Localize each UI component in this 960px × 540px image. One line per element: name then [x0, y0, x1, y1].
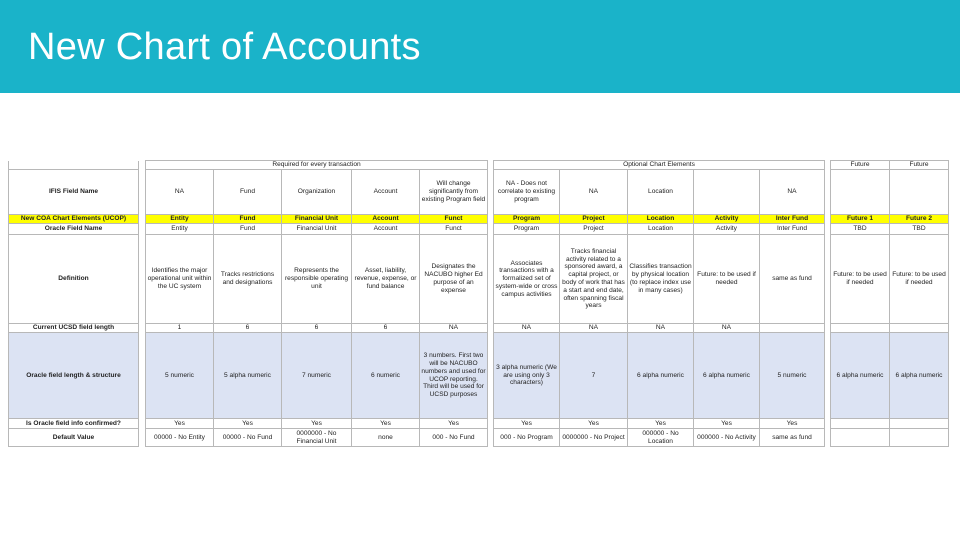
table-cell: 000 - No Fund [420, 429, 488, 447]
table-cell: Tracks financial activity related to a sponsored award, a capital project, or body of work that has a start and end date, often spanning fiscal years [560, 235, 628, 324]
table-cell: 0000000 - No Financial Unit [282, 429, 352, 447]
table-cell: NA [694, 324, 760, 333]
row-label: Oracle field length & structure [9, 333, 139, 419]
table-cell: Program [494, 215, 560, 224]
table-cell: Classifies transaction by physical location (to replace index use in many cases) [628, 235, 694, 324]
table-cell: Project [560, 215, 628, 224]
table-cell [831, 170, 890, 215]
future-group-header: Future [831, 161, 890, 170]
table-cell: Fund [214, 170, 282, 215]
table-cell: Inter Fund [760, 224, 825, 235]
table-cell: Future: to be used if needed [831, 235, 890, 324]
table-cell: Future 2 [890, 215, 949, 224]
future-group-header: Future [890, 161, 949, 170]
table-cell [831, 324, 890, 333]
table-cell: 5 numeric [146, 333, 214, 419]
table-cell: Fund [214, 215, 282, 224]
table-cell: Associates transactions with a formalized set of system-wide or cross campus activities [494, 235, 560, 324]
table-cell: Funct [420, 224, 488, 235]
table-cell: Yes [760, 419, 825, 429]
table-cell: NA [420, 324, 488, 333]
table-cell: 00000 - No Fund [214, 429, 282, 447]
row-label: Default Value [9, 429, 139, 447]
table-cell: Activity [694, 215, 760, 224]
row-label: IFIS Field Name [9, 170, 139, 215]
table-cell [890, 170, 949, 215]
optional-group-header: Optional Chart Elements [494, 161, 825, 170]
table-cell: 00000 - No Entity [146, 429, 214, 447]
row-label: Current UCSD field length [9, 324, 139, 333]
table-cell: Financial Unit [282, 215, 352, 224]
table-row [9, 235, 949, 324]
table-cell: 3 numbers. First two will be NACUBO numbers and used for UCOP reporting. Third will be used for UCSD purposes [420, 333, 488, 419]
table-cell: NA [628, 324, 694, 333]
table-row [9, 324, 949, 333]
table-cell: 5 numeric [760, 333, 825, 419]
table-cell [694, 170, 760, 215]
table-cell: 3 alpha numeric (We are using only 3 characters) [494, 333, 560, 419]
table-cell: Tracks restrictions and designations [214, 235, 282, 324]
table-cell: 7 numeric [282, 333, 352, 419]
row-label: Definition [9, 235, 139, 324]
row-label: Is Oracle field info confirmed? [9, 419, 139, 429]
table-cell: 6 numeric [352, 333, 420, 419]
table-cell: NA [560, 324, 628, 333]
table-cell: 6 [214, 324, 282, 333]
table-cell: NA [560, 170, 628, 215]
required-group-header: Required for every transaction [146, 161, 488, 170]
table-cell: Yes [494, 419, 560, 429]
table-cell [890, 429, 949, 447]
table-cell: Location [628, 215, 694, 224]
table-cell: Future 1 [831, 215, 890, 224]
table-cell [831, 429, 890, 447]
table-cell: none [352, 429, 420, 447]
table-cell: Yes [694, 419, 760, 429]
chart-of-accounts-table [8, 160, 949, 447]
table-cell: Activity [694, 224, 760, 235]
table-cell: Organization [282, 170, 352, 215]
table-cell: TBD [831, 224, 890, 235]
row-label: Oracle Field Name [9, 224, 139, 235]
slide-title: New Chart of Accounts [28, 26, 421, 68]
table-cell: Financial Unit [282, 224, 352, 235]
table-cell: 6 alpha numeric [831, 333, 890, 419]
table-cell: Yes [560, 419, 628, 429]
table-cell: TBD [890, 224, 949, 235]
table-cell: Funct [420, 215, 488, 224]
table-cell: 1 [146, 324, 214, 333]
table-cell: 6 alpha numeric [890, 333, 949, 419]
table-cell: NA [760, 170, 825, 215]
table-cell: Yes [420, 419, 488, 429]
table-cell: Identifies the major operational unit within the UC system [146, 235, 214, 324]
table-cell: 6 [282, 324, 352, 333]
table-cell [890, 324, 949, 333]
table-cell: 6 [352, 324, 420, 333]
table-cell [831, 419, 890, 429]
table-cell: NA [494, 324, 560, 333]
table-cell: 5 alpha numeric [214, 333, 282, 419]
table-cell: Will change significantly from existing Program field [420, 170, 488, 215]
table-cell: Yes [214, 419, 282, 429]
table-row [9, 419, 949, 429]
table-cell: Entity [146, 224, 214, 235]
table-cell: same as fund [760, 235, 825, 324]
table-cell: 6 alpha numeric [694, 333, 760, 419]
table-cell: Location [628, 170, 694, 215]
table-cell: Account [352, 215, 420, 224]
table-cell: 0000000 - No Project [560, 429, 628, 447]
table-cell [760, 324, 825, 333]
title-banner [0, 0, 960, 93]
table-cell: Fund [214, 224, 282, 235]
table-cell: Program [494, 224, 560, 235]
table-row [9, 333, 949, 419]
table-cell: Represents the responsible operating unit [282, 235, 352, 324]
table-cell: 000000 - No Location [628, 429, 694, 447]
table-cell: Designates the NACUBO higher Ed purpose of an expense [420, 235, 488, 324]
table-cell: Account [352, 224, 420, 235]
table-cell: 6 alpha numeric [628, 333, 694, 419]
table-cell: Yes [628, 419, 694, 429]
table-cell: Future: to be used if needed [890, 235, 949, 324]
table-cell: 000 - No Program [494, 429, 560, 447]
row-label: New COA Chart Elements (UCOP) [9, 215, 139, 224]
table-cell: Asset, liability, revenue, expense, or fund balance [352, 235, 420, 324]
table-cell [890, 419, 949, 429]
table-cell: same as fund [760, 429, 825, 447]
table-cell: 000000 - No Activity [694, 429, 760, 447]
table-cell: 7 [560, 333, 628, 419]
table-cell: Yes [282, 419, 352, 429]
table-cell: Future: to be used if needed [694, 235, 760, 324]
table-row [9, 170, 949, 215]
table-row [9, 224, 949, 235]
table-cell: NA - Does not correlate to existing program [494, 170, 560, 215]
table-cell: NA [146, 170, 214, 215]
table-cell: Yes [146, 419, 214, 429]
group-header-row [9, 161, 949, 170]
table-cell: Inter Fund [760, 215, 825, 224]
table-cell: Entity [146, 215, 214, 224]
table-cell: Project [560, 224, 628, 235]
table-row [9, 429, 949, 447]
table-cell: Location [628, 224, 694, 235]
table-cell: Yes [352, 419, 420, 429]
table-cell: Account [352, 170, 420, 215]
table-row [9, 215, 949, 224]
